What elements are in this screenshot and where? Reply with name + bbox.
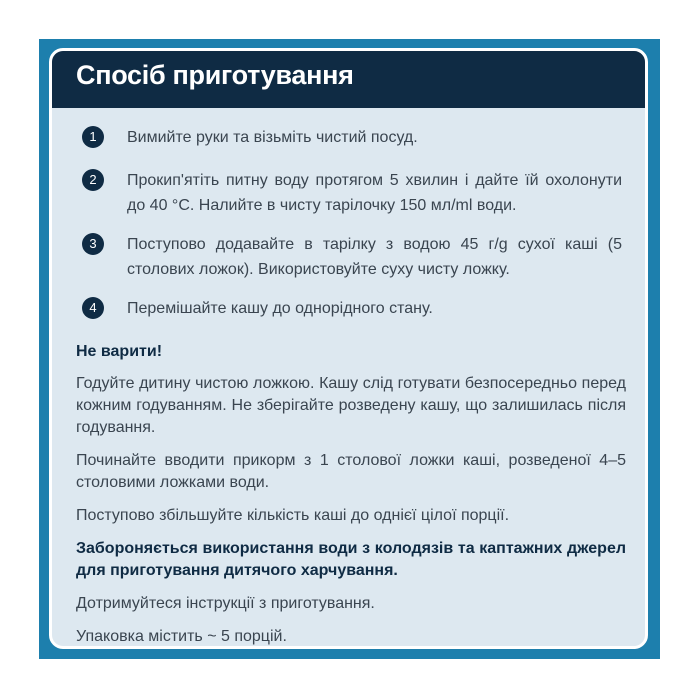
- step-number-badge: 3: [82, 233, 104, 255]
- step-number-badge: 2: [82, 169, 104, 191]
- header-bar: [52, 51, 645, 108]
- step-item: [82, 125, 622, 150]
- step-text: Прокип'ятіть питну воду протягом 5 хвилин і дайте їй охолонути до 40 °С. Налийте в чисту тарілочку 150 мл/ml води.: [127, 172, 622, 214]
- instructions-card: [49, 48, 648, 649]
- feeding-paragraph: Годуйте дитину чистою ложкою. Кашу слід готувати безпосередньо перед кожним годуванням. Не зберігайте розведену кашу, що залишилась після годування.: [76, 375, 626, 436]
- step-item: [82, 232, 622, 282]
- steps-list: [82, 125, 622, 339]
- start-paragraph: Починайте вводити прикорм з 1 столової ложки каші, розведеної 4–5 столовими ложками води.: [76, 452, 626, 491]
- step-text: Перемішайте кашу до однорідного стану.: [127, 300, 433, 317]
- follow-paragraph: Дотримуйтеся інструкції з приготування.: [76, 595, 375, 612]
- increase-paragraph: Поступово збільшуйте кількість каші до однієї цілої порції.: [76, 507, 510, 524]
- page-title: Спосіб приготування: [76, 60, 354, 90]
- step-item: [82, 168, 622, 218]
- step-text: Вимийте руки та візьміть чистий посуд.: [127, 129, 418, 146]
- warning-title: Не варити!: [76, 343, 163, 360]
- package-paragraph: Упаковка містить ~ 5 порцій.: [76, 628, 287, 645]
- prohibited-paragraph: Забороняється використання води з колодязів та каптажних джерел для приготування дитячого харчування.: [76, 540, 626, 579]
- step-item: [82, 296, 622, 321]
- step-text: Поступово додавайте в тарілку з водою 45 г/g сухої каші (5 столових ложок). Використовуйте суху чисту ложку.: [127, 236, 622, 278]
- step-number-badge: 1: [82, 126, 104, 148]
- blue-frame: [39, 39, 660, 659]
- notes-block: [76, 341, 626, 649]
- step-number-badge: 4: [82, 297, 104, 319]
